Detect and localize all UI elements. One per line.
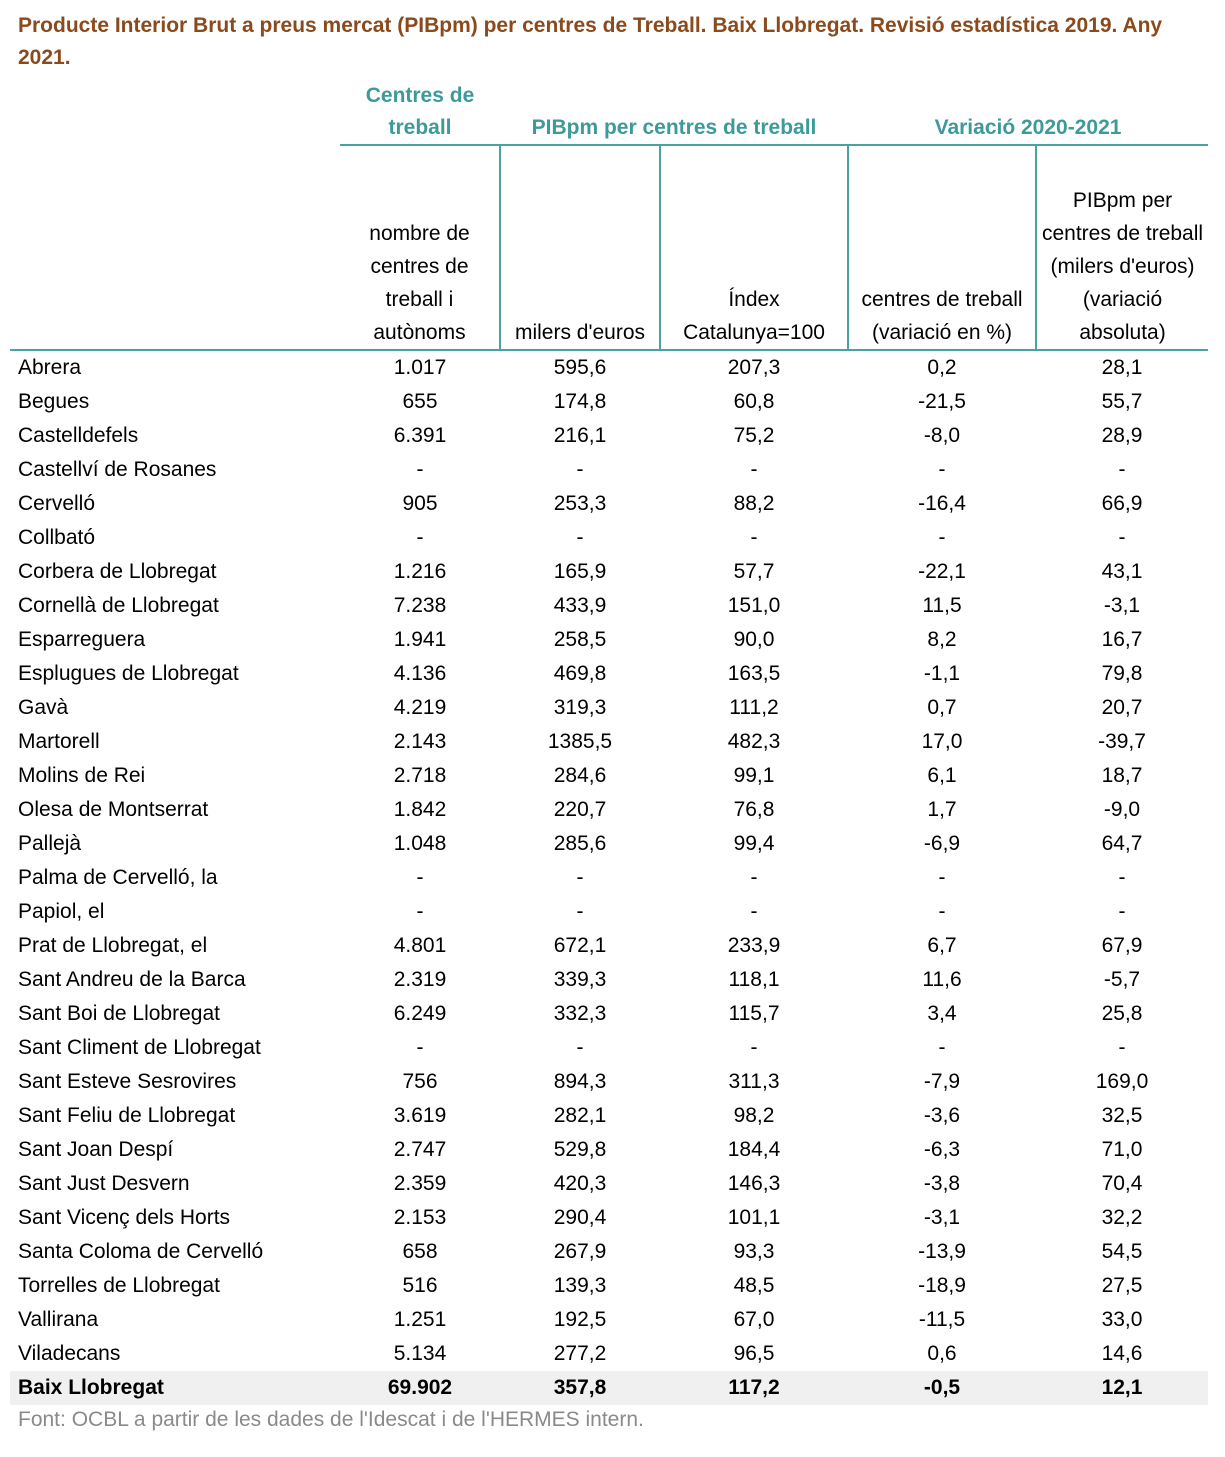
- variacio-absoluta-cell: -: [1118, 1036, 1126, 1059]
- index-catalunya-cell: 76,8: [733, 798, 775, 821]
- column-header-variacio-absoluta: PIBpm per centres de treball (milers d'euros) (variació absoluta): [1036, 145, 1208, 350]
- table-row: [10, 589, 1208, 623]
- pib-milers-euros-cell: 420,3: [553, 1172, 607, 1195]
- pib-milers-euros-cell: 174,8: [553, 390, 607, 413]
- blank-corner-cell: [10, 80, 340, 145]
- table-row: [10, 929, 1208, 963]
- column-header-milers-euros: milers d'euros: [500, 145, 660, 350]
- pib-milers-euros-cell: 216,1: [553, 424, 607, 447]
- pib-milers-euros-cell: 282,1: [553, 1104, 607, 1127]
- municipality-name-cell: Sant Feliu de Llobregat: [18, 1104, 236, 1127]
- variacio-absoluta-cell: 25,8: [1101, 1002, 1143, 1025]
- table-row: [10, 1133, 1208, 1167]
- centres-count-cell: 2.143: [393, 730, 447, 753]
- centres-count-cell: 2.153: [393, 1206, 447, 1229]
- variacio-centres-cell: -22,1: [918, 560, 966, 583]
- index-catalunya-cell: 88,2: [733, 492, 775, 515]
- total-pib-milers-euros-cell: 357,8: [500, 1371, 660, 1405]
- column-header-nombre-centres: nombre de centres de treball i autònoms: [340, 145, 500, 350]
- centres-count-cell: 2.747: [393, 1138, 447, 1161]
- index-catalunya-cell: 60,8: [733, 390, 775, 413]
- pib-milers-euros-cell: 192,5: [553, 1308, 607, 1331]
- variacio-centres-cell: -6,9: [923, 832, 961, 855]
- index-catalunya-cell: 482,3: [727, 730, 781, 753]
- index-catalunya-cell: 75,2: [733, 424, 775, 447]
- table-row: [10, 1167, 1208, 1201]
- centres-count-cell: -: [416, 1036, 424, 1059]
- pib-milers-euros-cell: -: [576, 458, 584, 481]
- pib-milers-euros-cell: 469,8: [553, 662, 607, 685]
- index-catalunya-cell: 93,3: [733, 1240, 775, 1263]
- municipality-name-cell: Castellví de Rosanes: [18, 458, 217, 481]
- variacio-absoluta-cell: -: [1118, 866, 1126, 889]
- table-row: [10, 623, 1208, 657]
- table-row: [10, 1303, 1208, 1337]
- pib-milers-euros-cell: 1385,5: [547, 730, 613, 753]
- variacio-absoluta-cell: -: [1118, 458, 1126, 481]
- variacio-centres-cell: 17,0: [921, 730, 963, 753]
- table-row: [10, 1065, 1208, 1099]
- centres-count-cell: 1.842: [393, 798, 447, 821]
- index-catalunya-cell: -: [750, 866, 758, 889]
- variacio-absoluta-cell: 70,4: [1101, 1172, 1143, 1195]
- table-row: [10, 725, 1208, 759]
- index-catalunya-cell: -: [750, 526, 758, 549]
- table-row: [10, 521, 1208, 555]
- gdp-table: [10, 80, 1208, 1405]
- municipality-name-cell: Sant Just Desvern: [18, 1172, 190, 1195]
- variacio-absoluta-cell: 18,7: [1101, 764, 1143, 787]
- variacio-centres-cell: -: [938, 458, 946, 481]
- variacio-absoluta-cell: 64,7: [1101, 832, 1143, 855]
- blank-header-cell: [10, 145, 340, 350]
- municipality-name-cell: Martorell: [18, 730, 100, 753]
- index-catalunya-cell: 101,1: [727, 1206, 781, 1229]
- pib-milers-euros-cell: 672,1: [553, 934, 607, 957]
- index-catalunya-cell: 184,4: [727, 1138, 781, 1161]
- pib-milers-euros-cell: 139,3: [553, 1274, 607, 1297]
- variacio-centres-cell: -3,8: [923, 1172, 961, 1195]
- page-title: Producte Interior Brut a preus mercat (PIBpm) per centres de Treball. Baix Llobregat. Revisió estadística 2019. Any 2021.: [18, 14, 1163, 69]
- variacio-centres-cell: 1,7: [927, 798, 957, 821]
- municipality-name-cell: Vallirana: [18, 1308, 99, 1331]
- municipality-name-cell: Corbera de Llobregat: [18, 560, 217, 583]
- variacio-centres-cell: 0,2: [927, 356, 957, 379]
- centres-count-cell: -: [416, 900, 424, 923]
- variacio-absoluta-cell: -: [1118, 526, 1126, 549]
- variacio-centres-cell: 11,5: [922, 594, 962, 617]
- centres-count-cell: -: [416, 866, 424, 889]
- column-header-index-catalunya: Índex Catalunya=100: [660, 145, 848, 350]
- municipality-name-cell: Pallejà: [18, 832, 82, 855]
- pib-milers-euros-cell: 595,6: [553, 356, 607, 379]
- municipality-name-cell: Esplugues de Llobregat: [18, 662, 239, 685]
- municipality-name-cell: Sant Vicenç dels Horts: [18, 1206, 231, 1229]
- variacio-absoluta-cell: 20,7: [1101, 696, 1143, 719]
- source-note: Font: OCBL a partir de les dades de l'Idescat i de l'HERMES intern.: [18, 1408, 644, 1431]
- centres-count-cell: 658: [402, 1240, 438, 1263]
- pib-milers-euros-cell: -: [576, 1036, 584, 1059]
- table-row: [10, 691, 1208, 725]
- variacio-centres-cell: -3,1: [923, 1206, 961, 1229]
- index-catalunya-cell: 67,0: [733, 1308, 775, 1331]
- table-row: [10, 827, 1208, 861]
- total-row: [10, 1371, 1208, 1405]
- variacio-centres-cell: -: [938, 866, 946, 889]
- variacio-centres-cell: -7,9: [923, 1070, 961, 1093]
- variacio-centres-cell: -1,1: [923, 662, 961, 685]
- index-catalunya-cell: 118,1: [728, 968, 780, 991]
- table-row: [10, 487, 1208, 521]
- variacio-absoluta-cell: 54,5: [1101, 1240, 1143, 1263]
- centres-count-cell: 6.249: [393, 1002, 447, 1025]
- municipality-name-cell: Esparreguera: [18, 628, 146, 651]
- table-row: [10, 1201, 1208, 1235]
- pib-milers-euros-cell: 339,3: [553, 968, 607, 991]
- table-row: [10, 453, 1208, 487]
- table-row: [10, 895, 1208, 929]
- variacio-centres-cell: -3,6: [923, 1104, 961, 1127]
- municipality-name-cell: Viladecans: [18, 1342, 121, 1365]
- index-catalunya-cell: 146,3: [727, 1172, 781, 1195]
- municipality-name-cell: Sant Joan Despí: [18, 1138, 174, 1161]
- centres-count-cell: -: [416, 526, 424, 549]
- centres-count-cell: 655: [402, 390, 438, 413]
- variacio-centres-cell: -: [938, 1036, 946, 1059]
- table-row: [10, 1031, 1208, 1065]
- total-index-catalunya-cell: 117,2: [660, 1371, 848, 1405]
- pib-milers-euros-cell: 267,9: [553, 1240, 607, 1263]
- table-row: [10, 419, 1208, 453]
- pib-milers-euros-cell: -: [576, 900, 584, 923]
- index-catalunya-cell: 90,0: [733, 628, 775, 651]
- municipality-name-cell: Papiol, el: [18, 900, 105, 923]
- variacio-centres-cell: 3,4: [927, 1002, 957, 1025]
- index-catalunya-cell: 151,0: [727, 594, 781, 617]
- municipality-name-cell: Collbató: [18, 526, 96, 549]
- variacio-centres-cell: 6,7: [927, 934, 957, 957]
- variacio-centres-cell: -13,9: [918, 1240, 966, 1263]
- table-row: [10, 997, 1208, 1031]
- pib-milers-euros-cell: 529,8: [553, 1138, 607, 1161]
- table-body: [10, 350, 1208, 1405]
- index-catalunya-cell: 207,3: [727, 356, 781, 379]
- variacio-centres-cell: 8,2: [927, 628, 957, 651]
- centres-count-cell: 2.718: [393, 764, 447, 787]
- variacio-centres-cell: 6,1: [927, 764, 957, 787]
- municipality-name-cell: Palma de Cervelló, la: [18, 866, 218, 889]
- variacio-absoluta-cell: 79,8: [1101, 662, 1143, 685]
- index-catalunya-cell: -: [750, 1036, 758, 1059]
- index-catalunya-cell: -: [750, 458, 758, 481]
- pib-milers-euros-cell: 277,2: [553, 1342, 607, 1365]
- pib-milers-euros-cell: 894,3: [553, 1070, 607, 1093]
- centres-count-cell: 3.619: [393, 1104, 447, 1127]
- variacio-absoluta-cell: -9,0: [1103, 798, 1141, 821]
- municipality-name-cell: Cervelló: [18, 492, 96, 515]
- variacio-absoluta-cell: 43,1: [1101, 560, 1143, 583]
- municipality-name-cell: Sant Boi de Llobregat: [18, 1002, 220, 1025]
- index-catalunya-cell: 48,5: [733, 1274, 775, 1297]
- table-row: [10, 861, 1208, 895]
- variacio-absoluta-cell: 28,1: [1101, 356, 1143, 379]
- group-header-variacio: Variació 2020-2021: [848, 80, 1208, 145]
- variacio-absoluta-cell: 32,5: [1101, 1104, 1143, 1127]
- index-catalunya-cell: 163,5: [727, 662, 781, 685]
- variacio-absoluta-cell: 66,9: [1101, 492, 1143, 515]
- pib-milers-euros-cell: 285,6: [553, 832, 607, 855]
- total-municipality-name-cell: Baix Llobregat: [10, 1371, 340, 1405]
- index-catalunya-cell: 99,4: [733, 832, 775, 855]
- group-header-centres: Centres de treball: [340, 80, 500, 145]
- variacio-centres-cell: -: [938, 526, 946, 549]
- variacio-centres-cell: -21,5: [918, 390, 966, 413]
- municipality-name-cell: Begues: [18, 390, 90, 413]
- index-catalunya-cell: 57,7: [733, 560, 775, 583]
- group-header-row: [10, 80, 1208, 145]
- index-catalunya-cell: 311,3: [728, 1070, 780, 1093]
- variacio-centres-cell: 11,6: [922, 968, 962, 991]
- index-catalunya-cell: -: [750, 900, 758, 923]
- variacio-absoluta-cell: 28,9: [1101, 424, 1143, 447]
- variacio-absoluta-cell: 27,5: [1101, 1274, 1143, 1297]
- municipality-name-cell: Sant Climent de Llobregat: [18, 1036, 261, 1059]
- variacio-absoluta-cell: -39,7: [1098, 730, 1146, 753]
- municipality-name-cell: Cornellà de Llobregat: [18, 594, 219, 617]
- variacio-centres-cell: -: [938, 900, 946, 923]
- table-row: [10, 385, 1208, 419]
- total-variacio-centres-cell: -0,5: [848, 1371, 1036, 1405]
- pib-milers-euros-cell: 253,3: [553, 492, 607, 515]
- table-row: [10, 657, 1208, 691]
- centres-count-cell: 516: [402, 1274, 438, 1297]
- pib-milers-euros-cell: 220,7: [553, 798, 607, 821]
- table-row: [10, 1099, 1208, 1133]
- pib-milers-euros-cell: -: [576, 526, 584, 549]
- total-variacio-absoluta-cell: 12,1: [1036, 1371, 1208, 1405]
- index-catalunya-cell: 233,9: [727, 934, 781, 957]
- variacio-centres-cell: -6,3: [923, 1138, 961, 1161]
- centres-count-cell: 1.017: [393, 356, 447, 379]
- municipality-name-cell: Olesa de Montserrat: [18, 798, 209, 821]
- municipality-name-cell: Santa Coloma de Cervelló: [18, 1240, 264, 1263]
- centres-count-cell: 2.319: [393, 968, 447, 991]
- variacio-centres-cell: -8,0: [923, 424, 961, 447]
- variacio-absoluta-cell: -: [1118, 900, 1126, 923]
- variacio-absoluta-cell: 67,9: [1101, 934, 1143, 957]
- centres-count-cell: -: [416, 458, 424, 481]
- column-header-variacio-centres: centres de treball (variació en %): [848, 145, 1036, 350]
- table-row: [10, 963, 1208, 997]
- municipality-name-cell: Gavà: [18, 696, 69, 719]
- municipality-name-cell: Sant Andreu de la Barca: [18, 968, 246, 991]
- variacio-absoluta-cell: -5,7: [1103, 968, 1141, 991]
- variacio-centres-cell: -18,9: [918, 1274, 966, 1297]
- variacio-absoluta-cell: 55,7: [1101, 390, 1143, 413]
- centres-count-cell: 5.134: [393, 1342, 447, 1365]
- pib-milers-euros-cell: 319,3: [553, 696, 607, 719]
- index-catalunya-cell: 115,7: [728, 1002, 780, 1025]
- pib-milers-euros-cell: 290,4: [553, 1206, 607, 1229]
- centres-count-cell: 905: [402, 492, 438, 515]
- variacio-absoluta-cell: 14,6: [1101, 1342, 1143, 1365]
- total-centres-count-cell: 69.902: [340, 1371, 500, 1405]
- pib-milers-euros-cell: 433,9: [553, 594, 607, 617]
- municipality-name-cell: Sant Esteve Sesrovires: [18, 1070, 237, 1093]
- column-header-row: [10, 145, 1208, 350]
- centres-count-cell: 1.048: [393, 832, 447, 855]
- centres-count-cell: 1.941: [393, 628, 447, 651]
- variacio-absoluta-cell: 169,0: [1095, 1070, 1149, 1093]
- centres-count-cell: 2.359: [393, 1172, 447, 1195]
- table-row: [10, 759, 1208, 793]
- centres-count-cell: 6.391: [393, 424, 447, 447]
- table-row: [10, 350, 1208, 385]
- table-row: [10, 1337, 1208, 1371]
- table-row: [10, 1269, 1208, 1303]
- index-catalunya-cell: 111,2: [729, 696, 779, 719]
- variacio-centres-cell: -11,5: [918, 1308, 966, 1331]
- index-catalunya-cell: 98,2: [733, 1104, 775, 1127]
- municipality-name-cell: Molins de Rei: [18, 764, 146, 787]
- variacio-centres-cell: 0,6: [927, 1342, 957, 1365]
- pib-milers-euros-cell: 284,6: [553, 764, 607, 787]
- municipality-name-cell: Prat de Llobregat, el: [18, 934, 208, 957]
- centres-count-cell: 4.136: [393, 662, 447, 685]
- pib-milers-euros-cell: 332,3: [553, 1002, 607, 1025]
- variacio-centres-cell: -16,4: [918, 492, 966, 515]
- variacio-absoluta-cell: -3,1: [1103, 594, 1141, 617]
- centres-count-cell: 4.801: [393, 934, 447, 957]
- variacio-centres-cell: 0,7: [927, 696, 957, 719]
- centres-count-cell: 4.219: [393, 696, 447, 719]
- table-row: [10, 555, 1208, 589]
- variacio-absoluta-cell: 33,0: [1101, 1308, 1143, 1331]
- municipality-name-cell: Abrera: [18, 356, 82, 379]
- centres-count-cell: 1.216: [393, 560, 447, 583]
- group-header-pib: PIBpm per centres de treball: [500, 80, 848, 145]
- municipality-name-cell: Torrelles de Llobregat: [18, 1274, 220, 1297]
- variacio-absoluta-cell: 71,0: [1101, 1138, 1143, 1161]
- centres-count-cell: 756: [402, 1070, 438, 1093]
- index-catalunya-cell: 99,1: [733, 764, 775, 787]
- variacio-absoluta-cell: 32,2: [1101, 1206, 1143, 1229]
- table-row: [10, 1235, 1208, 1269]
- municipality-name-cell: Castelldefels: [18, 424, 139, 447]
- pib-milers-euros-cell: 258,5: [553, 628, 607, 651]
- variacio-absoluta-cell: 16,7: [1101, 628, 1143, 651]
- centres-count-cell: 7.238: [393, 594, 447, 617]
- pib-milers-euros-cell: -: [576, 866, 584, 889]
- table-row: [10, 793, 1208, 827]
- index-catalunya-cell: 96,5: [733, 1342, 775, 1365]
- pib-milers-euros-cell: 165,9: [553, 560, 607, 583]
- centres-count-cell: 1.251: [393, 1308, 447, 1331]
